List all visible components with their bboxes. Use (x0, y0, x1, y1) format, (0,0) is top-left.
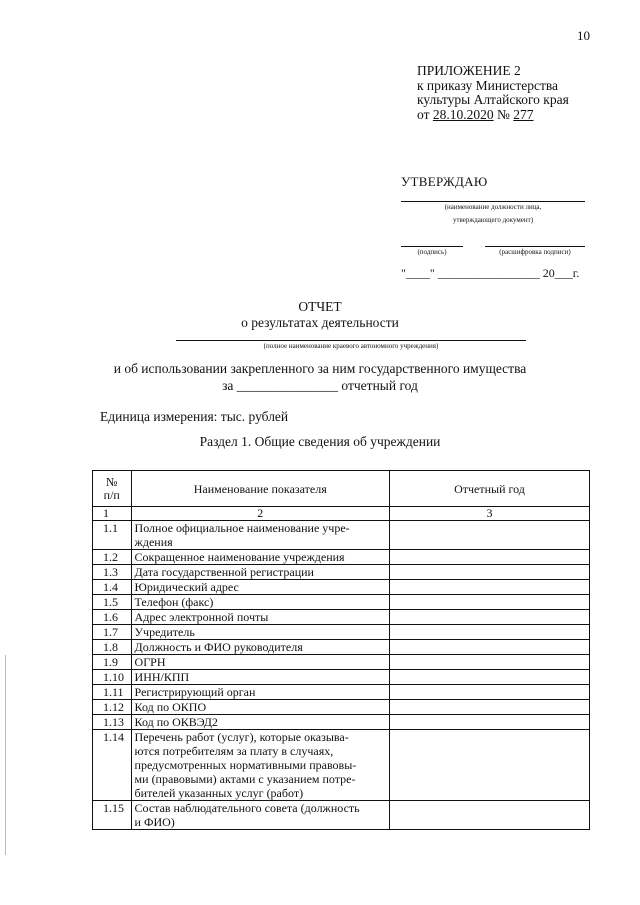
table-row (93, 801, 590, 830)
index-cell: 2 (131, 507, 389, 521)
table-row (93, 595, 590, 610)
signature-decode-hint: (расшифровка подписи) (499, 248, 571, 256)
table-row (93, 550, 590, 565)
position-hint-1: (наименование должности лица, (444, 203, 542, 211)
position-hint-2: утверждающего документ) (452, 216, 534, 224)
table-row (93, 655, 590, 670)
appendix-title: ПРИЛОЖЕНИЕ 2 (417, 63, 521, 78)
table-row (93, 700, 590, 715)
row-value[interactable] (389, 700, 589, 715)
table-row (93, 730, 590, 801)
period-line: за _______________ отчетный год (222, 378, 418, 393)
report-subtitle: о результатах деятельности (241, 315, 399, 330)
row-number: 1.10 (93, 670, 132, 685)
row-number: 1.3 (93, 565, 132, 580)
row-number: 1.14 (93, 730, 132, 801)
row-indicator-name: Сокращенное наименование учреждения (131, 550, 389, 565)
row-value[interactable] (389, 670, 589, 685)
row-indicator-name: Должность и ФИО руководителя (131, 640, 389, 655)
row-value[interactable] (389, 550, 589, 565)
index-cell: 3 (389, 507, 589, 521)
row-number: 1.13 (93, 715, 132, 730)
row-indicator-name: Код по ОКПО (131, 700, 389, 715)
position-line (401, 201, 585, 202)
table-row (93, 685, 590, 700)
row-number: 1.15 (93, 801, 132, 830)
page-number: 10 (577, 28, 590, 43)
row-number: 1.4 (93, 580, 132, 595)
table-row (93, 580, 590, 595)
row-number: 1.7 (93, 625, 132, 640)
row-indicator-name: Регистрирующий орган (131, 685, 389, 700)
row-number: 1.1 (93, 521, 132, 550)
row-value[interactable] (389, 565, 589, 580)
table-row (93, 715, 590, 730)
row-indicator-name: Учредитель (131, 625, 389, 640)
row-value[interactable] (389, 730, 589, 801)
institution-name-line (176, 340, 526, 341)
signature-line (401, 246, 463, 247)
row-indicator-name: Перечень работ (услуг), которые оказыва- ются потребителям за плату в случаях, предусмотренных нормативными правовы- ми (правовыми) актами с указанием потре- бителей указанных услуг (работ) (131, 730, 389, 801)
appendix-date-prefix: от (417, 106, 430, 122)
row-number: 1.12 (93, 700, 132, 715)
row-indicator-name: ИНН/КПП (131, 670, 389, 685)
table-row (93, 565, 590, 580)
row-indicator-name: Адрес электронной почты (131, 610, 389, 625)
approval-date-line: "____" _________________ 20___г. (401, 266, 580, 280)
appendix-date: 28.10.2020 (432, 106, 494, 122)
row-indicator-name: ОГРН (131, 655, 389, 670)
index-row (93, 507, 590, 521)
institution-hint: (полное наименование краевого автономного учреждения) (263, 342, 439, 350)
row-indicator-name: Дата государственной регистрации (131, 565, 389, 580)
row-indicator-name: Состав наблюдательного совета (должность и ФИО) (131, 801, 389, 830)
header-num: № п/п (93, 471, 132, 507)
row-value[interactable] (389, 595, 589, 610)
appendix-date-line (417, 108, 569, 123)
signature-hint: (подпись) (417, 248, 447, 256)
approval-heading: УТВЕРЖДАЮ (401, 174, 488, 189)
index-cell: 1 (93, 507, 132, 521)
property-line: и об использовании закрепленного за ним государственного имущества (113, 361, 527, 376)
general-info-table (92, 470, 590, 830)
table-row (93, 521, 590, 550)
row-number: 1.6 (93, 610, 132, 625)
appendix-order-line: к приказу Министерства (417, 77, 559, 93)
row-value[interactable] (389, 580, 589, 595)
row-value[interactable] (389, 655, 589, 670)
row-indicator-name: Код по ОКВЭД2 (131, 715, 389, 730)
row-indicator-name: Полное официальное наименование учре- ждения (131, 521, 389, 550)
appendix-number-sign: № (496, 106, 510, 122)
row-number: 1.5 (93, 595, 132, 610)
row-value[interactable] (389, 610, 589, 625)
row-value[interactable] (389, 625, 589, 640)
table-row (93, 625, 590, 640)
signature-decode-line (485, 246, 585, 247)
report-title: ОТЧЕТ (298, 299, 342, 314)
table-row (93, 670, 590, 685)
header-name: Наименование показателя (131, 471, 389, 507)
units-label: Единица измерения: тыс. рублей (100, 409, 289, 424)
row-value[interactable] (389, 685, 589, 700)
section-title: Раздел 1. Общие сведения об учреждении (199, 434, 441, 449)
row-indicator-name: Телефон (факс) (131, 595, 389, 610)
table-row (93, 640, 590, 655)
row-indicator-name: Юридический адрес (131, 580, 389, 595)
row-value[interactable] (389, 521, 589, 550)
row-number: 1.9 (93, 655, 132, 670)
scan-edge-mark (5, 655, 6, 855)
row-number: 1.8 (93, 640, 132, 655)
row-number: 1.11 (93, 685, 132, 700)
appendix-block (417, 64, 569, 122)
row-value[interactable] (389, 715, 589, 730)
table-row (93, 610, 590, 625)
row-number: 1.2 (93, 550, 132, 565)
header-year: Отчетный год (389, 471, 589, 507)
row-value[interactable] (389, 801, 589, 830)
appendix-number: 277 (513, 106, 534, 122)
appendix-ministry-line: культуры Алтайского края (417, 92, 569, 107)
row-value[interactable] (389, 640, 589, 655)
